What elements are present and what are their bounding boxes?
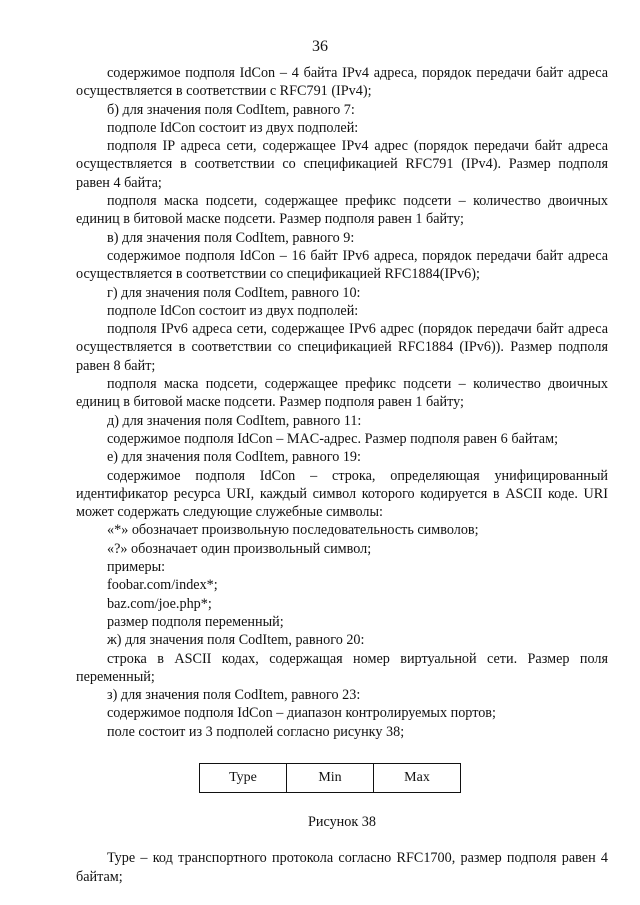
- diagram-row: [200, 763, 461, 792]
- paragraph: Type – код транспортного протокола согласно RFC1700, размер подполя равен 4 байтам;: [76, 850, 608, 885]
- paragraph: примеры:: [107, 559, 166, 576]
- paragraph: поле состоит из 3 подполей согласно рисунку 38;: [107, 723, 405, 740]
- paragraph: подполя маска подсети, содержащее префикс подсети – количество двоичных единиц в битовой маске подсети. Размер подполя равен 1 байту;: [76, 193, 608, 228]
- figure-caption: Рисунок 38: [307, 813, 376, 830]
- page-number: 36: [312, 38, 328, 55]
- paragraph: содержимое подполя IdCon – 16 байт IPv6 адреса, порядок передачи байт адреса осуществляется в соответствии со спецификацией RFC1884(IPv6);: [76, 247, 608, 283]
- document-body: [76, 64, 608, 886]
- paragraph: содержимое подполя IdCon – 4 байта IPv4 адреса, порядок передачи байт адреса осуществляется в соответствии с RFC791 (IPv4);: [76, 65, 608, 100]
- paragraph: в) для значения поля CodItem, равного 9:: [107, 229, 355, 246]
- paragraph: «?» обозначает один произвольный символ;: [107, 540, 372, 557]
- paragraph: содержимое подполя IdCon – диапазон контролируемых портов;: [107, 705, 496, 722]
- paragraph: подполя IP адреса сети, содержащее IPv4 адрес (порядок передачи байт адреса осуществляется в соответствии со спецификацией RFC791 (IPv4). Размер подполя равен 4 байта;: [76, 138, 608, 191]
- paragraph: подполе IdCon состоит из двух подполей:: [107, 119, 359, 136]
- paragraph: ж) для значения поля CodItem, равного 20:: [107, 632, 365, 649]
- type-field-cell: Type: [200, 763, 287, 792]
- paragraph: строка в ASCII кодах, содержащая номер виртуальной сети. Размер поля переменный;: [76, 650, 608, 685]
- paragraph: подполя IPv6 адреса сети, содержащее IPv6 адрес (порядок передачи байт адреса осуществляется в соответствии со спецификацией RFC1884 (IPv6)). Размер подполя равен 8 байт;: [76, 321, 608, 374]
- port-range-diagram: [199, 763, 461, 793]
- min-field-cell: Min: [287, 763, 374, 792]
- paragraph: размер подполя переменный;: [107, 613, 284, 630]
- paragraph: «*» обозначает произвольную последовательность символов;: [107, 522, 479, 539]
- max-field-cell: Max: [374, 763, 461, 792]
- paragraph: е) для значения поля CodItem, равного 19:: [107, 449, 361, 466]
- paragraph: содержимое подполя IdCon – строка, определяющая унифицированный идентификатор ресурса URI, каждый символ которого кодируется в ASCII коде. URI может содержать следующие служебные символы:: [76, 467, 608, 521]
- paragraph: содержимое подполя IdCon – MAC-адрес. Размер подполя равен 6 байтам;: [107, 430, 559, 447]
- paragraph: baz.com/joe.php*;: [107, 595, 212, 612]
- paragraph: д) для значения поля CodItem, равного 11:: [107, 412, 362, 429]
- paragraph: з) для значения поля CodItem, равного 23:: [107, 687, 361, 704]
- paragraph: подполя маска подсети, содержащее префикс подсети – количество двоичных единиц в битовой маске подсети. Размер подполя равен 1 байту;: [76, 376, 608, 411]
- paragraph: г) для значения поля CodItem, равного 10:: [107, 284, 361, 301]
- paragraph: foobar.com/index*;: [107, 577, 218, 594]
- paragraph: подполе IdCon состоит из двух подполей:: [107, 302, 359, 319]
- paragraph: б) для значения поля CodItem, равного 7:: [107, 101, 355, 118]
